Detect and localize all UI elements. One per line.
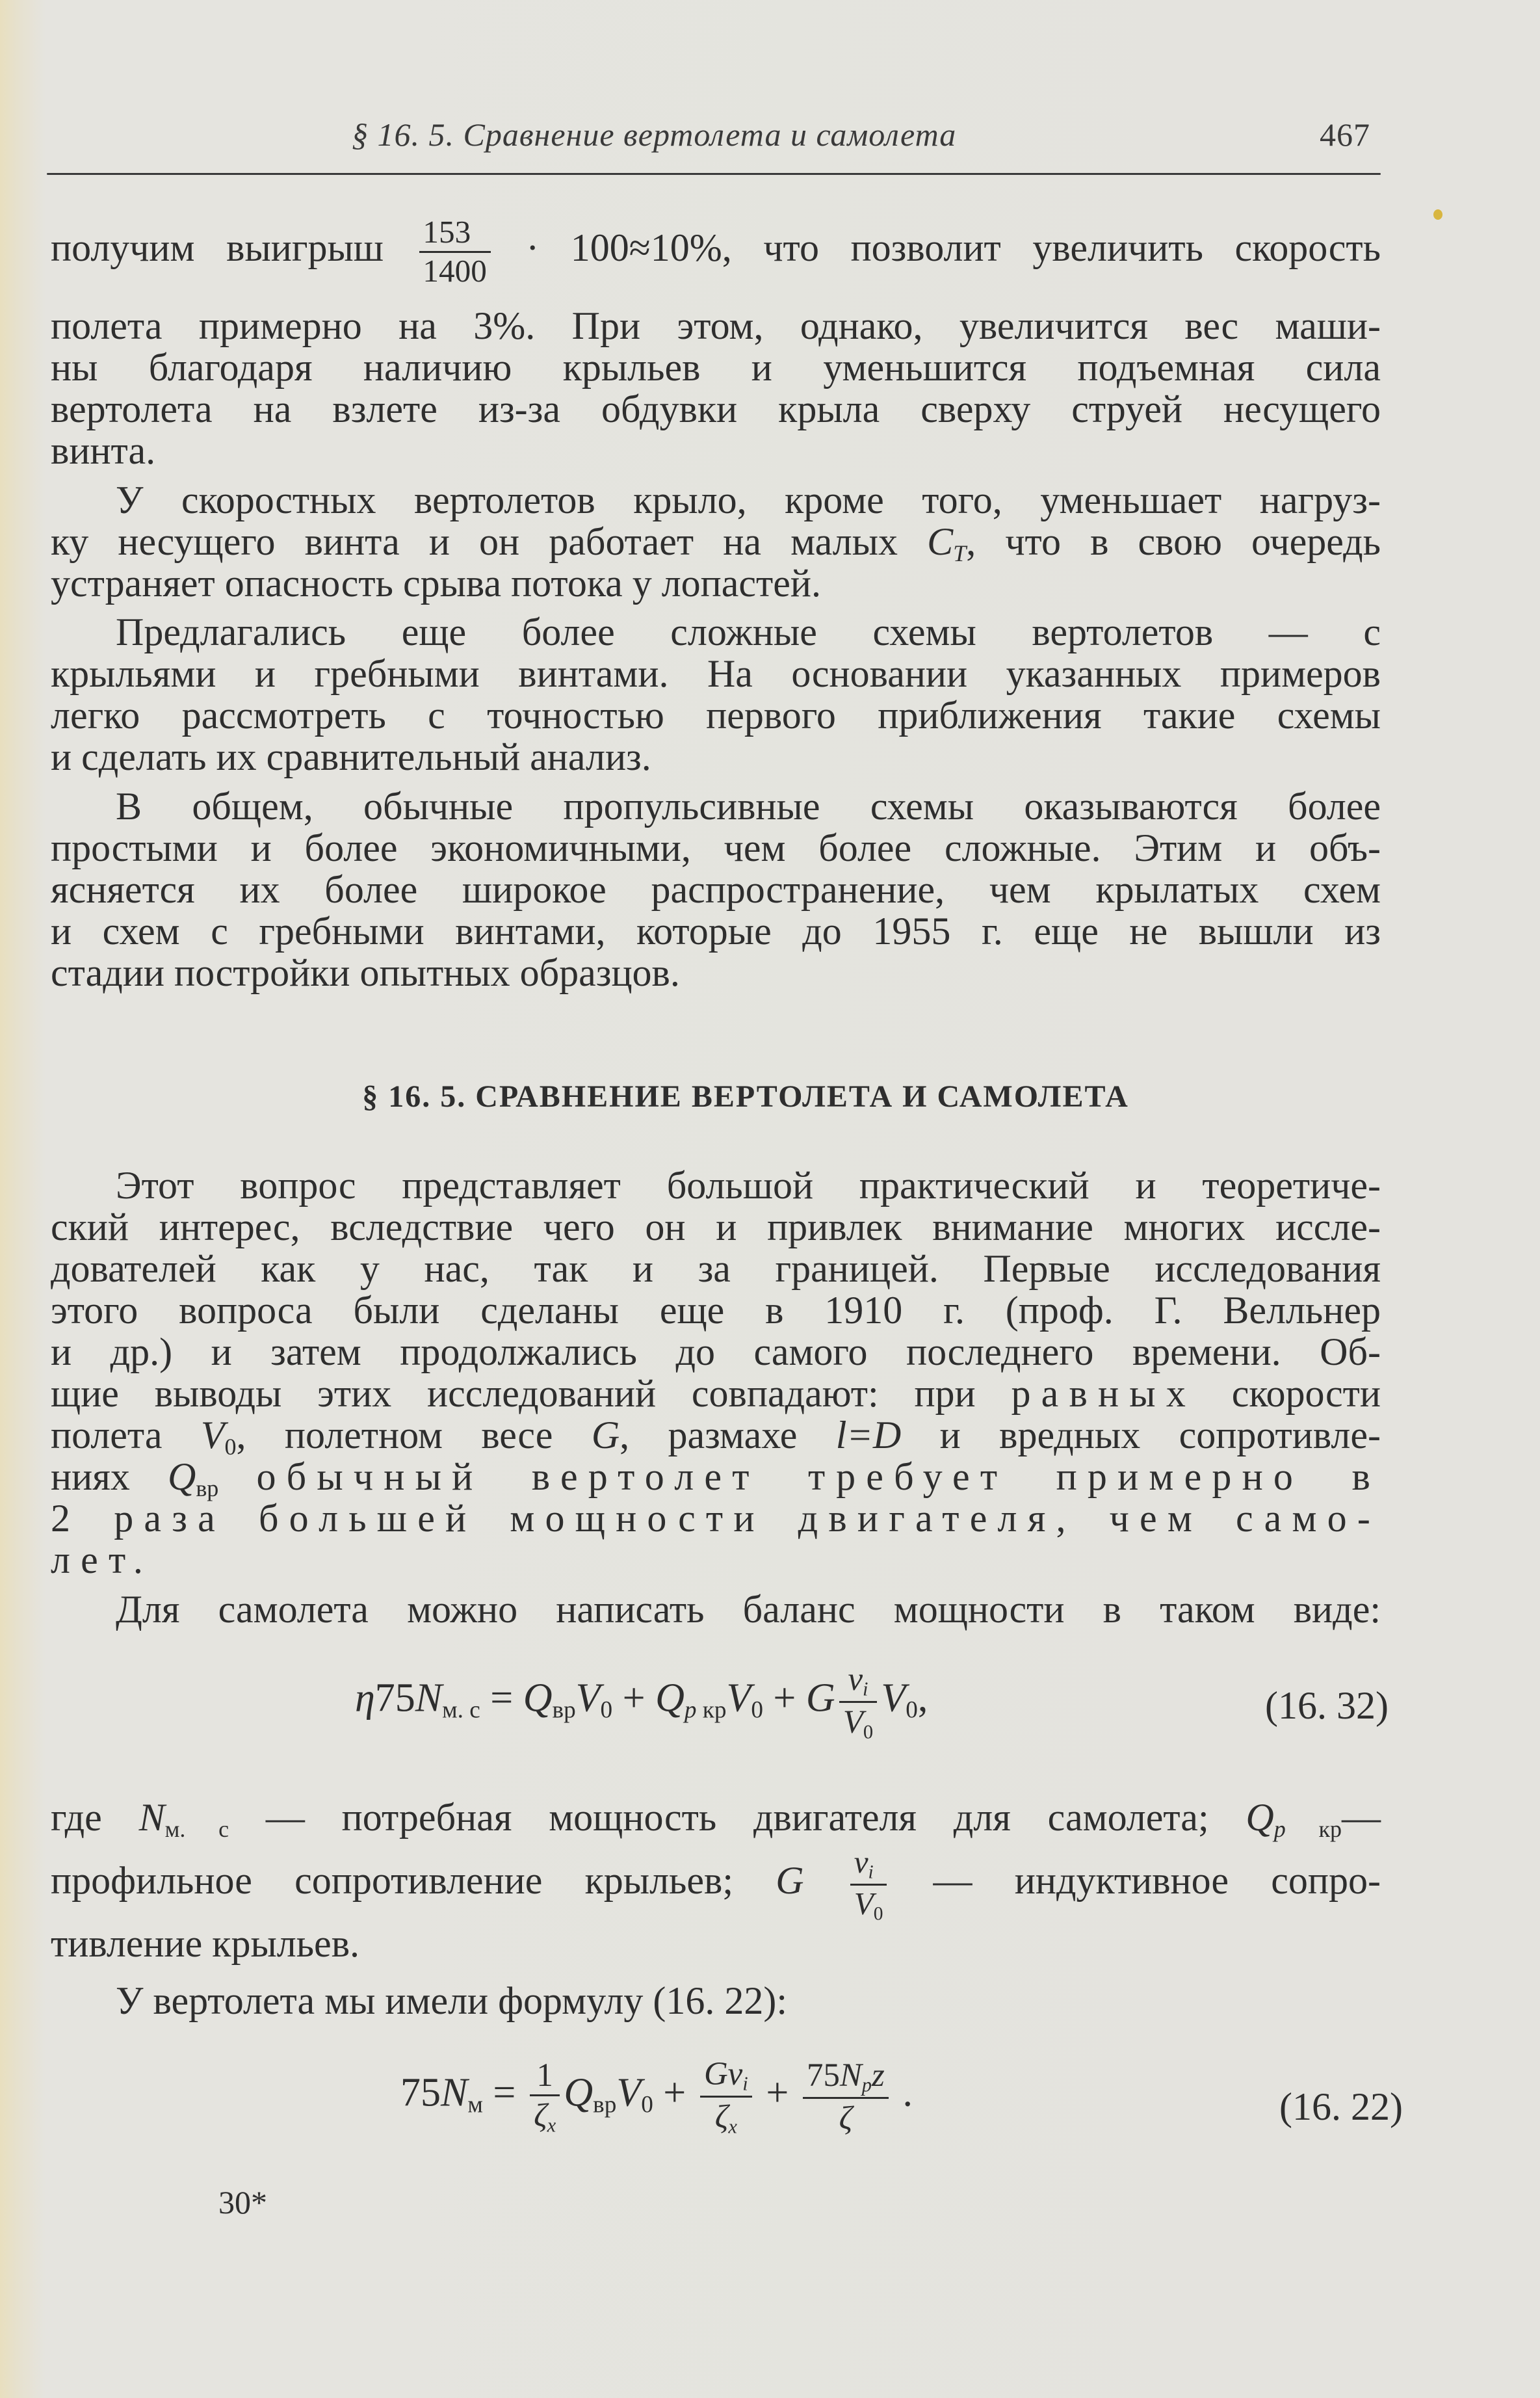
text-line xyxy=(51,1414,1381,1460)
text-line xyxy=(51,1331,1381,1373)
paragraph xyxy=(51,479,1381,604)
math-symbol: V xyxy=(881,1676,906,1720)
text-line xyxy=(51,347,1381,388)
text-run: + xyxy=(755,2070,799,2115)
text-run: ны благодаря наличию крыльев и уменьшится подъемная сила xyxy=(51,346,1381,389)
text-line xyxy=(51,1497,1381,1539)
text-run: Этот вопрос представляет большой практический и теоретиче- xyxy=(116,1164,1381,1207)
text-run: + xyxy=(763,1676,806,1720)
text-run: 1400 xyxy=(423,252,487,289)
text-line xyxy=(51,694,1381,736)
text-run: У скоростных вертолетов крыло, кроме того, уменьшает нагруз- xyxy=(116,479,1381,521)
text-line xyxy=(51,1980,1381,2022)
text-line xyxy=(51,1838,1381,1923)
text-run: В общем, обычные пропульсивные схемы оказываются более xyxy=(116,785,1381,828)
text-run: и схем с гребными винтами, которые до 1955 г. еще не вышли из xyxy=(51,910,1381,953)
paragraph xyxy=(51,1980,1381,2022)
text-run: 75 xyxy=(807,2057,840,2094)
text-run: = xyxy=(480,1676,523,1720)
math-symbol: кр xyxy=(696,1696,727,1724)
text-run: крыльями и гребными винтами. На основании указанных примеров xyxy=(51,652,1381,695)
text-run: дователей как у нас, так и за границей. Первые исследования xyxy=(51,1247,1381,1290)
math-symbol: G xyxy=(805,1676,835,1720)
fraction xyxy=(530,2056,560,2137)
text-line xyxy=(51,785,1381,827)
text-line xyxy=(51,388,1381,430)
paragraph xyxy=(51,785,1381,994)
fraction-denominator xyxy=(419,253,491,290)
math-symbol: v xyxy=(848,1661,863,1697)
math-symbol: 0 xyxy=(641,2091,653,2118)
text-run: ский интерес, вследствие чего он и привлек внимание многих иссле- xyxy=(51,1206,1381,1248)
math-symbol: N xyxy=(441,2070,468,2115)
fraction-denominator xyxy=(850,1886,887,1925)
paragraph xyxy=(51,1165,1381,1581)
paragraph xyxy=(51,205,1381,471)
equation-number: (16. 32) xyxy=(1265,1684,1389,1727)
text-run: скорости xyxy=(1196,1372,1381,1415)
text-line xyxy=(51,430,1381,471)
text-line xyxy=(51,736,1381,778)
text-run: и вредных сопротивле- xyxy=(901,1414,1381,1456)
text-run: , размахе xyxy=(620,1414,836,1456)
math-symbol: N xyxy=(415,1676,443,1720)
header-rule xyxy=(47,173,1381,175)
math-symbol: Q xyxy=(655,1676,685,1720)
text-run: и сделать их сравнительный анализ. xyxy=(51,735,651,778)
text-line xyxy=(355,1660,928,1743)
text-run: профильное сопротивление крыльев; xyxy=(51,1859,776,1902)
math-symbol: 0 xyxy=(906,1696,918,1724)
text-run: стадии постройки опытных образцов. xyxy=(51,951,680,994)
fraction-numerator xyxy=(530,2056,560,2096)
text-line xyxy=(51,1373,1381,1414)
page-number: 467 xyxy=(1320,116,1370,153)
signature-mark: 30* xyxy=(218,2184,267,2220)
text-run: вертолета на взлете из-за обдувки крыла сверху струей несущего xyxy=(51,388,1381,430)
text-run: , что в свою очередь xyxy=(966,520,1381,563)
text-run: · 100≈10%, что позволит увеличить скорость xyxy=(494,226,1381,269)
text-line xyxy=(51,952,1381,994)
text-line xyxy=(400,2055,913,2138)
text-run: + xyxy=(612,1676,656,1720)
section-heading: § 16. 5. СРАВНЕНИЕ ВЕРТОЛЕТА И САМОЛЕТА xyxy=(362,1079,1129,1114)
math-symbol: 0 xyxy=(863,1720,874,1743)
math-symbol: i xyxy=(742,2072,748,2095)
equation-number: (16. 22) xyxy=(1279,2085,1403,2128)
paragraph xyxy=(51,1797,1381,1964)
fraction xyxy=(803,2056,889,2137)
text-run: и др.) и затем продолжались до самого последнего времени. Об- xyxy=(51,1330,1381,1373)
math-symbol: Q xyxy=(167,1455,196,1498)
math-symbol: G xyxy=(591,1414,620,1456)
text-line xyxy=(51,1165,1381,1206)
equation-formula xyxy=(400,2055,913,2138)
fraction-numerator xyxy=(839,1660,878,1703)
text-line xyxy=(51,205,1381,305)
text-run: 153 xyxy=(423,214,471,250)
text-run: где xyxy=(51,1796,139,1839)
text-run: ясняется их более широкое распространение, чем крылатых схем xyxy=(51,868,1381,911)
math-symbol: x xyxy=(547,2114,556,2137)
fraction-numerator xyxy=(803,2056,889,2099)
spaced-emphasis: равных xyxy=(1011,1372,1197,1415)
text-run: полета примерно на 3%. При этом, однако, увеличится вес маши- xyxy=(51,304,1381,347)
text-line xyxy=(51,1248,1381,1289)
text-run: , полетном весе xyxy=(236,1414,592,1456)
math-symbol: C xyxy=(927,520,954,563)
text-run: — потребная мощность двигателя для самолета; xyxy=(229,1796,1246,1839)
text-run: . xyxy=(893,2070,913,2115)
fraction-numerator xyxy=(850,1844,887,1886)
math-symbol: V xyxy=(854,1885,874,1921)
text-run: легко рассмотреть с точностью первого приближения такие схемы xyxy=(51,694,1381,737)
math-symbol: l=D xyxy=(835,1414,902,1456)
fraction-numerator xyxy=(419,214,491,253)
text-run: тивление крыльев. xyxy=(51,1922,360,1965)
running-title: § 16. 5. Сравнение вертолета и самолета xyxy=(352,116,957,153)
math-symbol: Q xyxy=(523,1676,553,1720)
text-run: щие выводы этих исследований совпадают: при xyxy=(51,1372,1011,1415)
math-symbol: м. с xyxy=(442,1696,480,1724)
text-run xyxy=(804,1859,846,1902)
math-symbol: i xyxy=(863,1678,868,1700)
math-symbol: V xyxy=(200,1414,225,1456)
text-line xyxy=(51,869,1381,910)
text-run: 75 xyxy=(400,2070,441,2115)
text-run: У вертолета мы имели формулу (16. 22): xyxy=(116,1979,788,2022)
text-run: этого вопроса были сделаны еще в 1910 г. (проф. Г. Велльнер xyxy=(51,1289,1381,1332)
fraction-numerator xyxy=(700,2055,752,2098)
text-line xyxy=(51,1206,1381,1248)
text-run: , xyxy=(917,1676,928,1720)
text-run: устраняет опасность срыва потока у лопастей. xyxy=(51,562,821,605)
text-line xyxy=(51,1539,1381,1581)
math-symbol: Q xyxy=(1246,1796,1274,1839)
math-symbol: V xyxy=(616,2070,642,2115)
text-line xyxy=(51,1796,1381,1843)
text-line xyxy=(51,479,1381,521)
text-run: ку несущего винта и он работает на малых xyxy=(51,520,928,563)
math-symbol: i xyxy=(868,1861,874,1882)
math-symbol: z xyxy=(872,2057,885,2094)
equation-formula xyxy=(355,1660,928,1743)
text-run: винта. xyxy=(51,429,156,472)
math-symbol: кр xyxy=(1285,1816,1342,1843)
math-symbol: м. с xyxy=(164,1816,229,1843)
paragraph xyxy=(51,611,1381,778)
fraction-denominator xyxy=(530,2096,560,2137)
text-run: = xyxy=(482,2070,526,2115)
math-symbol: м xyxy=(467,2091,483,2118)
spaced-emphasis: 2 раза большей мощности двигателя, чем само- xyxy=(51,1497,1381,1540)
math-symbol: T xyxy=(953,540,967,567)
text-line xyxy=(51,827,1381,869)
math-symbol: v xyxy=(854,1843,868,1880)
text-line xyxy=(51,305,1381,347)
text-run: + xyxy=(653,2070,696,2115)
text-run: — индуктивное сопро- xyxy=(891,1859,1381,1902)
text-run: 75 xyxy=(374,1676,415,1720)
text-run: Для самолета можно написать баланс мощности в таком виде: xyxy=(116,1588,1381,1631)
math-symbol: x xyxy=(728,2115,737,2138)
text-line xyxy=(51,562,1381,604)
fraction xyxy=(700,2055,752,2138)
math-symbol: вр xyxy=(552,1696,576,1724)
ink-spot xyxy=(1433,209,1442,220)
equation-16-32 xyxy=(51,1660,1403,1751)
text-line xyxy=(51,653,1381,694)
paragraph xyxy=(51,1588,1381,1630)
text-line xyxy=(51,910,1381,952)
math-symbol: Q xyxy=(564,2070,594,2115)
text-line xyxy=(51,1289,1381,1331)
fraction-denominator xyxy=(700,2098,752,2139)
text-run: простыми и более экономичными, чем более сложные. Этим и объ- xyxy=(51,826,1381,869)
fraction xyxy=(839,1660,878,1743)
text-run: 1 xyxy=(536,2057,553,2094)
math-symbol: p xyxy=(861,2074,872,2096)
math-symbol: η xyxy=(355,1676,375,1720)
math-symbol: 0 xyxy=(600,1696,613,1724)
math-symbol: вр xyxy=(196,1475,219,1502)
math-symbol: V xyxy=(575,1676,601,1720)
math-symbol: N xyxy=(839,2057,862,2094)
math-symbol: ζ xyxy=(714,2098,729,2135)
math-symbol: ζ xyxy=(534,2096,547,2133)
fraction-denominator xyxy=(839,1703,878,1744)
math-symbol: ζ xyxy=(839,2099,853,2136)
math-symbol: p xyxy=(1273,1816,1286,1843)
text-line xyxy=(51,611,1381,653)
equation-16-22 xyxy=(51,2055,1403,2159)
math-symbol: V xyxy=(842,1703,863,1740)
text-line xyxy=(51,1588,1381,1630)
text-run: получим выигрыш xyxy=(51,226,415,269)
text-line xyxy=(51,1923,1381,1964)
fraction xyxy=(419,214,491,289)
fraction-denominator xyxy=(803,2099,889,2137)
text-run: ниях xyxy=(51,1455,168,1498)
math-symbol: N xyxy=(138,1796,165,1839)
fraction xyxy=(850,1844,887,1925)
math-symbol: V xyxy=(726,1676,751,1720)
math-symbol: 0 xyxy=(873,1903,883,1924)
spaced-emphasis: обычный вертолет требует примерно в xyxy=(256,1455,1381,1498)
text-line xyxy=(51,520,1381,567)
text-line xyxy=(51,1455,1381,1502)
math-symbol: 0 xyxy=(751,1696,763,1724)
math-symbol: p xyxy=(684,1696,697,1724)
text-run: полета xyxy=(51,1414,201,1456)
spaced-emphasis: лет. xyxy=(51,1538,154,1581)
math-symbol: вр xyxy=(593,2091,617,2118)
math-symbol: G xyxy=(776,1859,804,1902)
math-symbol: Gv xyxy=(703,2055,743,2092)
text-run: — xyxy=(1342,1796,1381,1839)
math-symbol: 0 xyxy=(224,1434,237,1460)
text-run: Предлагались еще более сложные схемы вертолетов — с xyxy=(116,611,1381,653)
text-run xyxy=(218,1455,256,1498)
